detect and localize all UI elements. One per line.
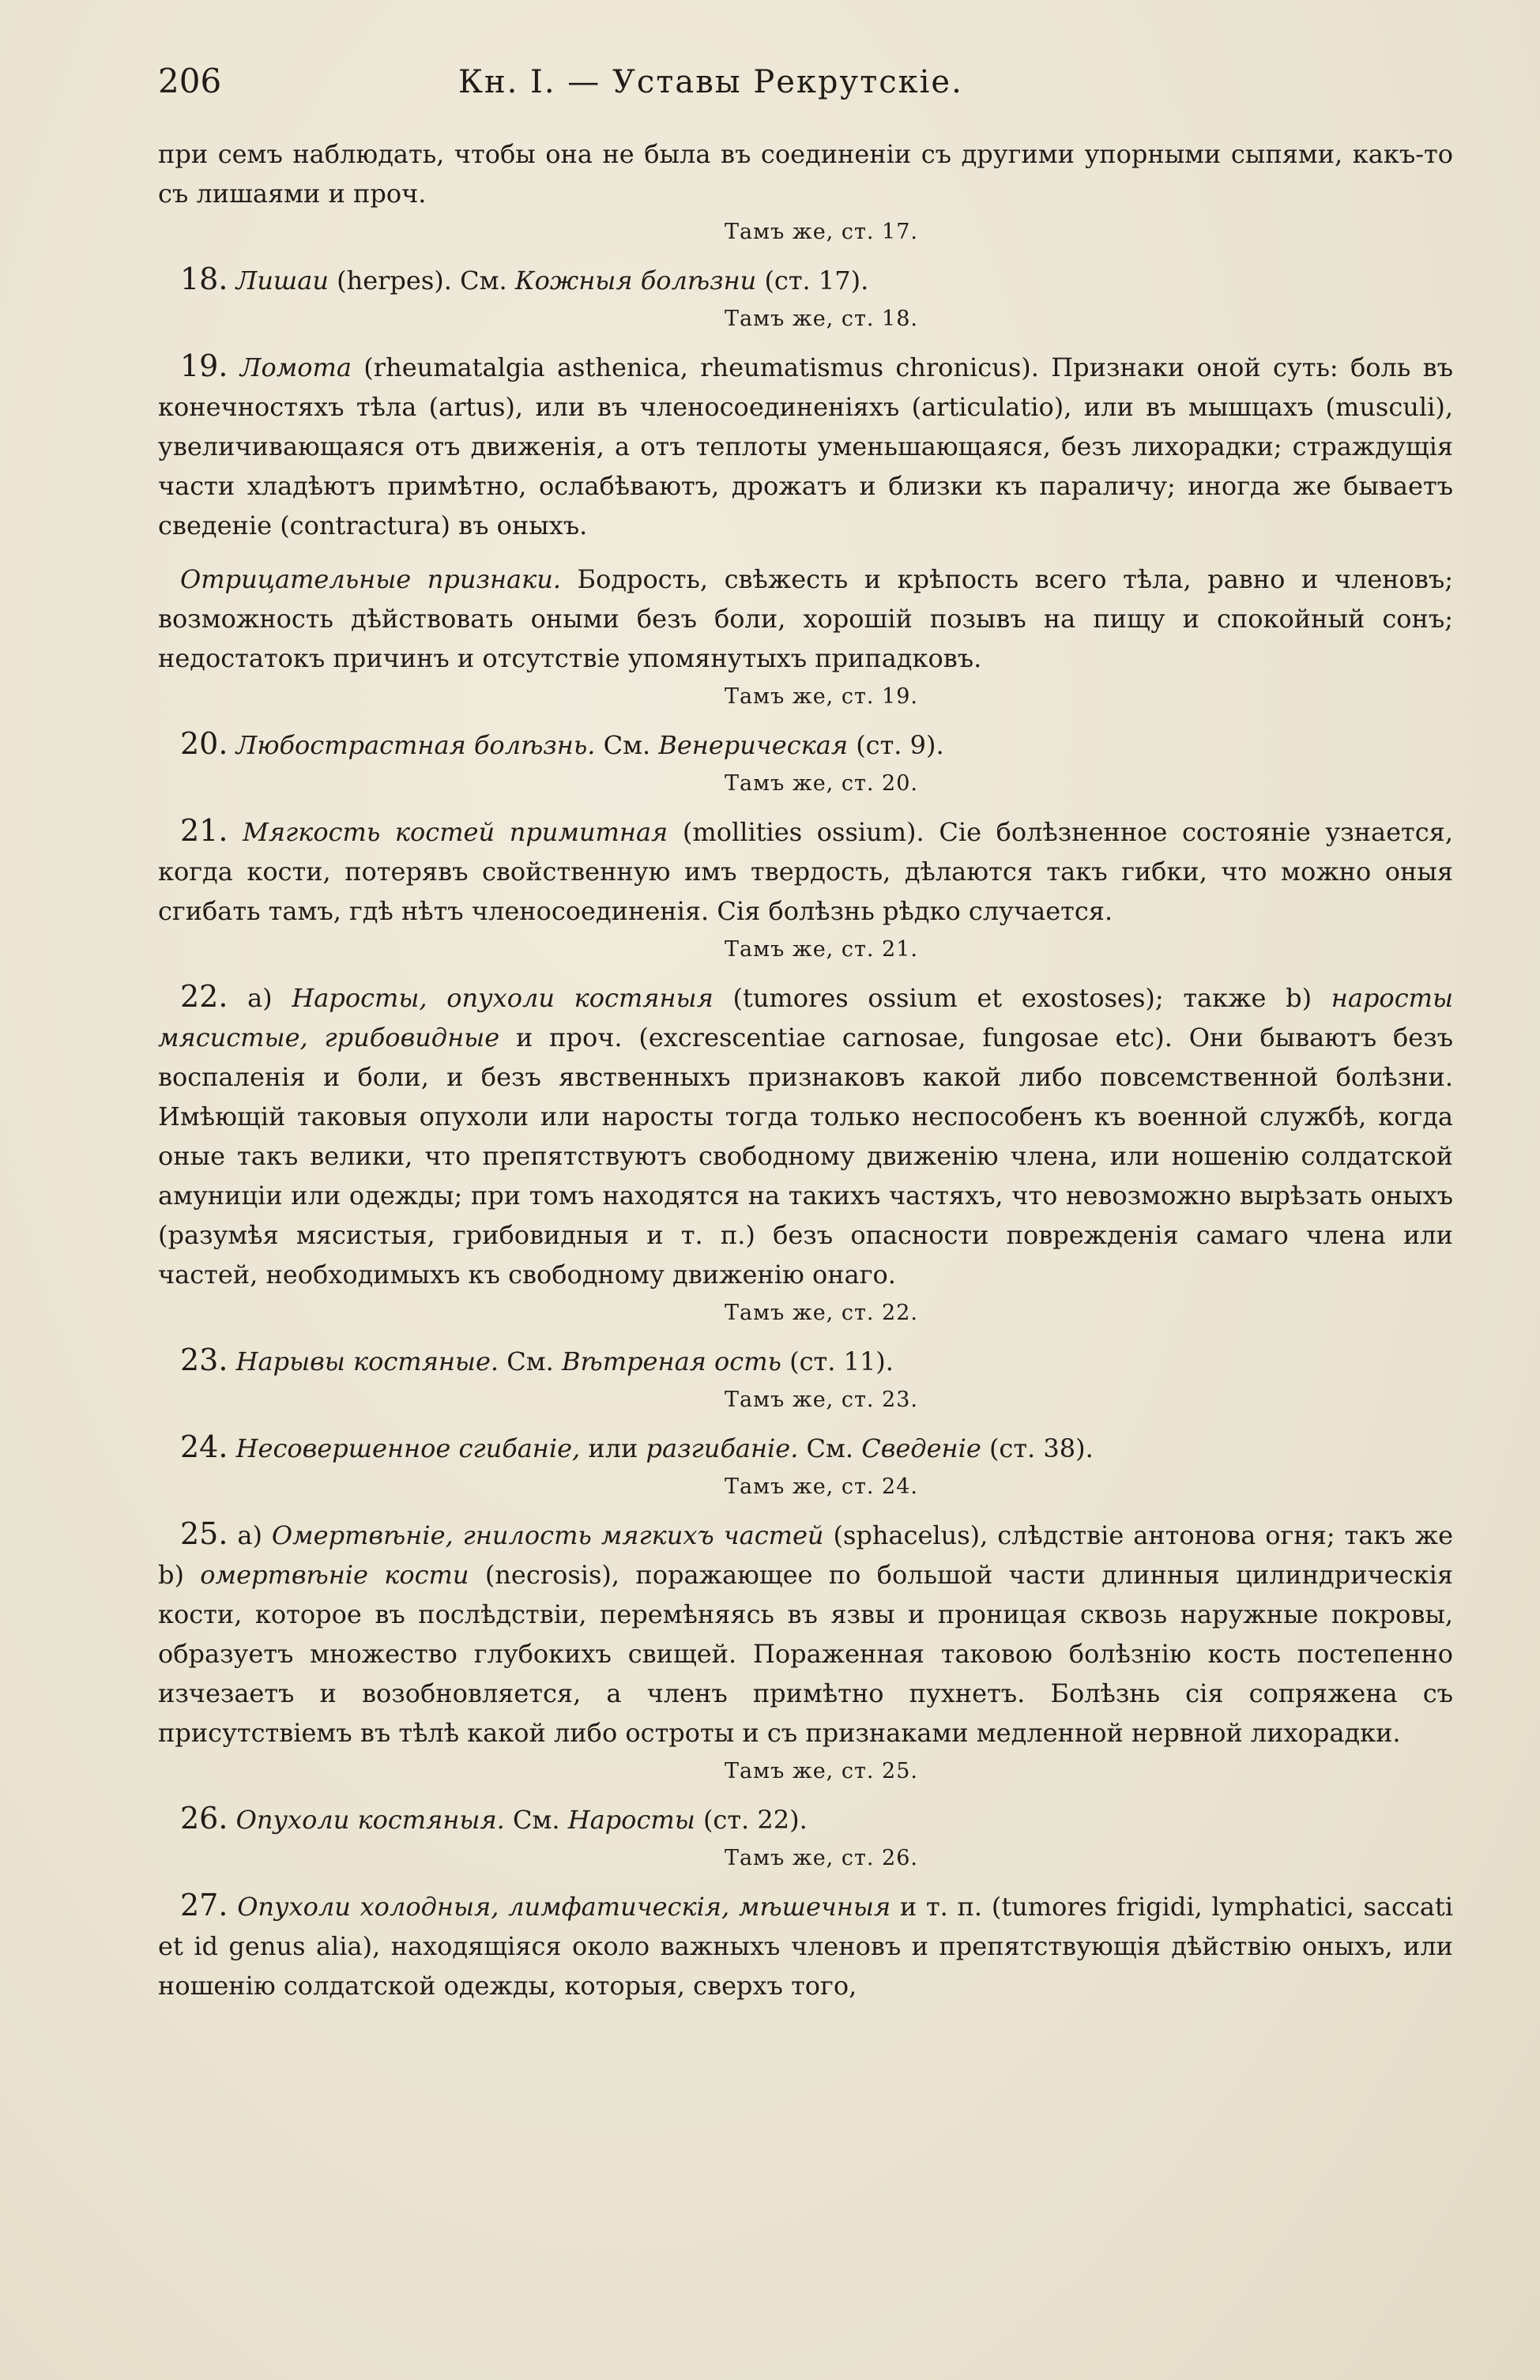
entry-text: См.: [499, 1346, 562, 1376]
entry-number: 19.: [180, 348, 228, 383]
page-number: 206: [158, 62, 222, 100]
entry-number: 27.: [180, 1888, 228, 1922]
source-reference: Тамъ же, ст. 22.: [724, 1301, 918, 1325]
entry-text: и т. п. (tumores frigidi, lymphatici, saccati et id genus alia), находящіяся около важныхъ членовъ и препятствующія дѣйствію оныхъ, или ношенію солдатской одежды, которыя, сверхъ того,: [158, 1892, 1454, 2001]
sub-marker-a: а): [228, 983, 292, 1013]
entry-text: См.: [504, 1805, 568, 1835]
entry-26: [158, 1798, 1453, 1840]
cross-reference: Венерическая: [658, 730, 849, 760]
entry-tail: (ст. 9).: [848, 730, 944, 760]
source-reference: Тамъ же, ст. 24.: [724, 1474, 918, 1499]
source-reference: Тамъ же, ст. 18.: [724, 307, 918, 331]
source-reference: Тамъ же, ст. 19.: [724, 684, 918, 709]
negative-signs-paragraph: [158, 559, 1453, 678]
cross-reference: Кожныя болѣзни: [514, 265, 757, 296]
page-body: [158, 134, 1453, 2005]
entry-20: [158, 724, 1453, 765]
entry-number: 21.: [180, 813, 228, 848]
cross-reference: Вѣтреная ость: [561, 1346, 781, 1376]
negative-signs-label: Отрицательные признаки.: [180, 564, 561, 594]
entry-term-2: разгибаніе.: [646, 1433, 799, 1463]
entry-22: [158, 977, 1453, 1294]
entry-tail: (ст. 22).: [695, 1805, 808, 1835]
entry-number: 24.: [180, 1429, 228, 1464]
cross-reference: Сведеніе: [861, 1433, 981, 1463]
source-reference: Тамъ же, ст. 26.: [724, 1846, 918, 1870]
entry-18: [158, 259, 1453, 300]
entry-25: [158, 1514, 1453, 1753]
entry-number: 25.: [180, 1516, 228, 1551]
entry-term: Ломота: [239, 352, 352, 382]
entry-number: 20.: [180, 726, 228, 761]
entry-term: Нарывы костяные.: [235, 1346, 499, 1376]
entry-23: [158, 1340, 1453, 1381]
entry-text-b: и проч. (excrescentiae carnosae, fungosae etc). Они бываютъ безъ воспаленія и боли, и безъ явственныхъ признаковъ какой либо повсемственной болѣзни. Имѣющій таковыя опухоли или наросты тогда только неспособенъ къ военной службѣ, когда оные такъ велики, что препятствуютъ свободному движенію члена, или ношенію солдатской амуниціи или одежды; при томъ находятся на такихъ частяхъ, что невозможно вырѣзать оныхъ (разумѣя мясистыя, грибовидныя и т. п.) безъ опасности поврежденія самаго члена или частей, необходимыхъ къ свободному движенію онаго.: [158, 1022, 1454, 1290]
page-header: [158, 62, 1453, 117]
entry-number: 26.: [180, 1801, 228, 1836]
entry-number: 22.: [180, 979, 228, 1014]
entry-term: Мягкость костей примитная: [243, 817, 668, 847]
entry-term: Опухоли костяныя.: [235, 1805, 505, 1835]
entry-term: Несовершенное сгибаніе,: [235, 1433, 581, 1463]
entry-tail: (ст. 11).: [781, 1346, 894, 1376]
entry-text: или: [580, 1433, 646, 1463]
continuation-paragraph: при семъ наблюдать, чтобы она не была въ соединеніи съ другими упорными сыпями, какъ-то съ лишаями и проч.: [158, 139, 1453, 209]
entry-text: (sphacelus), слѣдствіе антонова огня; такъ же b): [158, 1520, 1454, 1590]
entry-text: (rheumatalgia asthenica, rheumatismus chronicus). Признаки оной суть: боль въ конечностяхъ тѣла (artus), или въ членосоединеніяхъ (articulatio), или въ мышцахъ (musculi), увеличивающаяся отъ движенія, а отъ теплоты уменьшающаяся, безъ лихорадки; страждущія части хладѣютъ примѣтно, ослабѣваютъ, дрожатъ и близки къ параличу; иногда же бываетъ сведеніе (contractura) въ оныхъ.: [158, 352, 1454, 540]
entry-27: [158, 1885, 1453, 2005]
source-reference: Тамъ же, ст. 25.: [724, 1759, 918, 1783]
entry-term-b: наросты мясистые, грибовидные: [158, 983, 1454, 1053]
entry-term: Омертвѣніе, гнилость мягкихъ частей: [271, 1520, 824, 1550]
entry-text: (mollities ossium). Сіе болѣзненное состояніе узнается, когда кости, потерявъ свойственную имъ твердость, дѣлаются такъ гибки, что можно оныя сгибать тамъ, гдѣ нѣтъ членосоединенія. Сія болѣзнь рѣдко случается.: [158, 817, 1454, 926]
entry-number: 23.: [180, 1343, 228, 1377]
entry-text-b: (necrosis), поражающее по большой части длинныя цилиндрическія кости, которое въ послѣдствіи, перемѣняясь въ язвы и проницая сквозь наружные покровы, образуетъ множество глубокихъ свищей. Пораженная таковою болѣзнію кость постепенно изчезаетъ и возобновляется, а членъ примѣтно пухнетъ. Болѣзнь сія сопряжена съ присутствіемъ въ тѣлѣ какой либо остроты и съ признаками медленной нервной лихорадки.: [158, 1560, 1454, 1748]
entry-text-2: См.: [798, 1433, 862, 1463]
entry-tail: (ст. 17).: [756, 265, 869, 296]
entry-21: [158, 811, 1453, 931]
entry-term: Любострастная болѣзнь.: [235, 730, 596, 760]
source-reference: Тамъ же, ст. 23.: [724, 1388, 918, 1412]
source-reference: Тамъ же, ст. 21.: [724, 937, 918, 962]
entry-term: Наросты, опухоли костяныя: [292, 983, 714, 1013]
cross-reference: Наросты: [567, 1805, 695, 1835]
source-reference: Тамъ же, ст. 20.: [724, 771, 918, 796]
entry-text: (herpes). См.: [328, 265, 515, 296]
source-reference: Тамъ же, ст. 17.: [724, 220, 918, 244]
entry-term: Лишаи: [235, 265, 329, 296]
entry-number: 18.: [180, 262, 228, 296]
entry-term-b: омертвѣніе кости: [200, 1560, 469, 1590]
entry-text: См.: [595, 730, 659, 760]
negative-signs-text: Бодрость, свѣжесть и крѣпость всего тѣла, равно и членовъ; возможность дѣйствовать оными безъ боли, хорошій позывъ на пищу и спокойный сонъ; недостатокъ причинъ и отсутствіе упомянутыхъ припадковъ.: [158, 564, 1454, 673]
entry-term: Опухоли холодныя, лимфатическія, мѣшечныя: [237, 1892, 891, 1922]
running-title: Кн. I. — Уставы Рекрутскіе.: [458, 64, 963, 100]
entry-19: [158, 346, 1453, 545]
sub-marker-a: а): [228, 1520, 272, 1550]
entry-tail: (ст. 38).: [981, 1433, 1094, 1463]
entry-text: (tumores ossium et exostoses); также b): [713, 983, 1331, 1013]
entry-24: [158, 1427, 1453, 1468]
